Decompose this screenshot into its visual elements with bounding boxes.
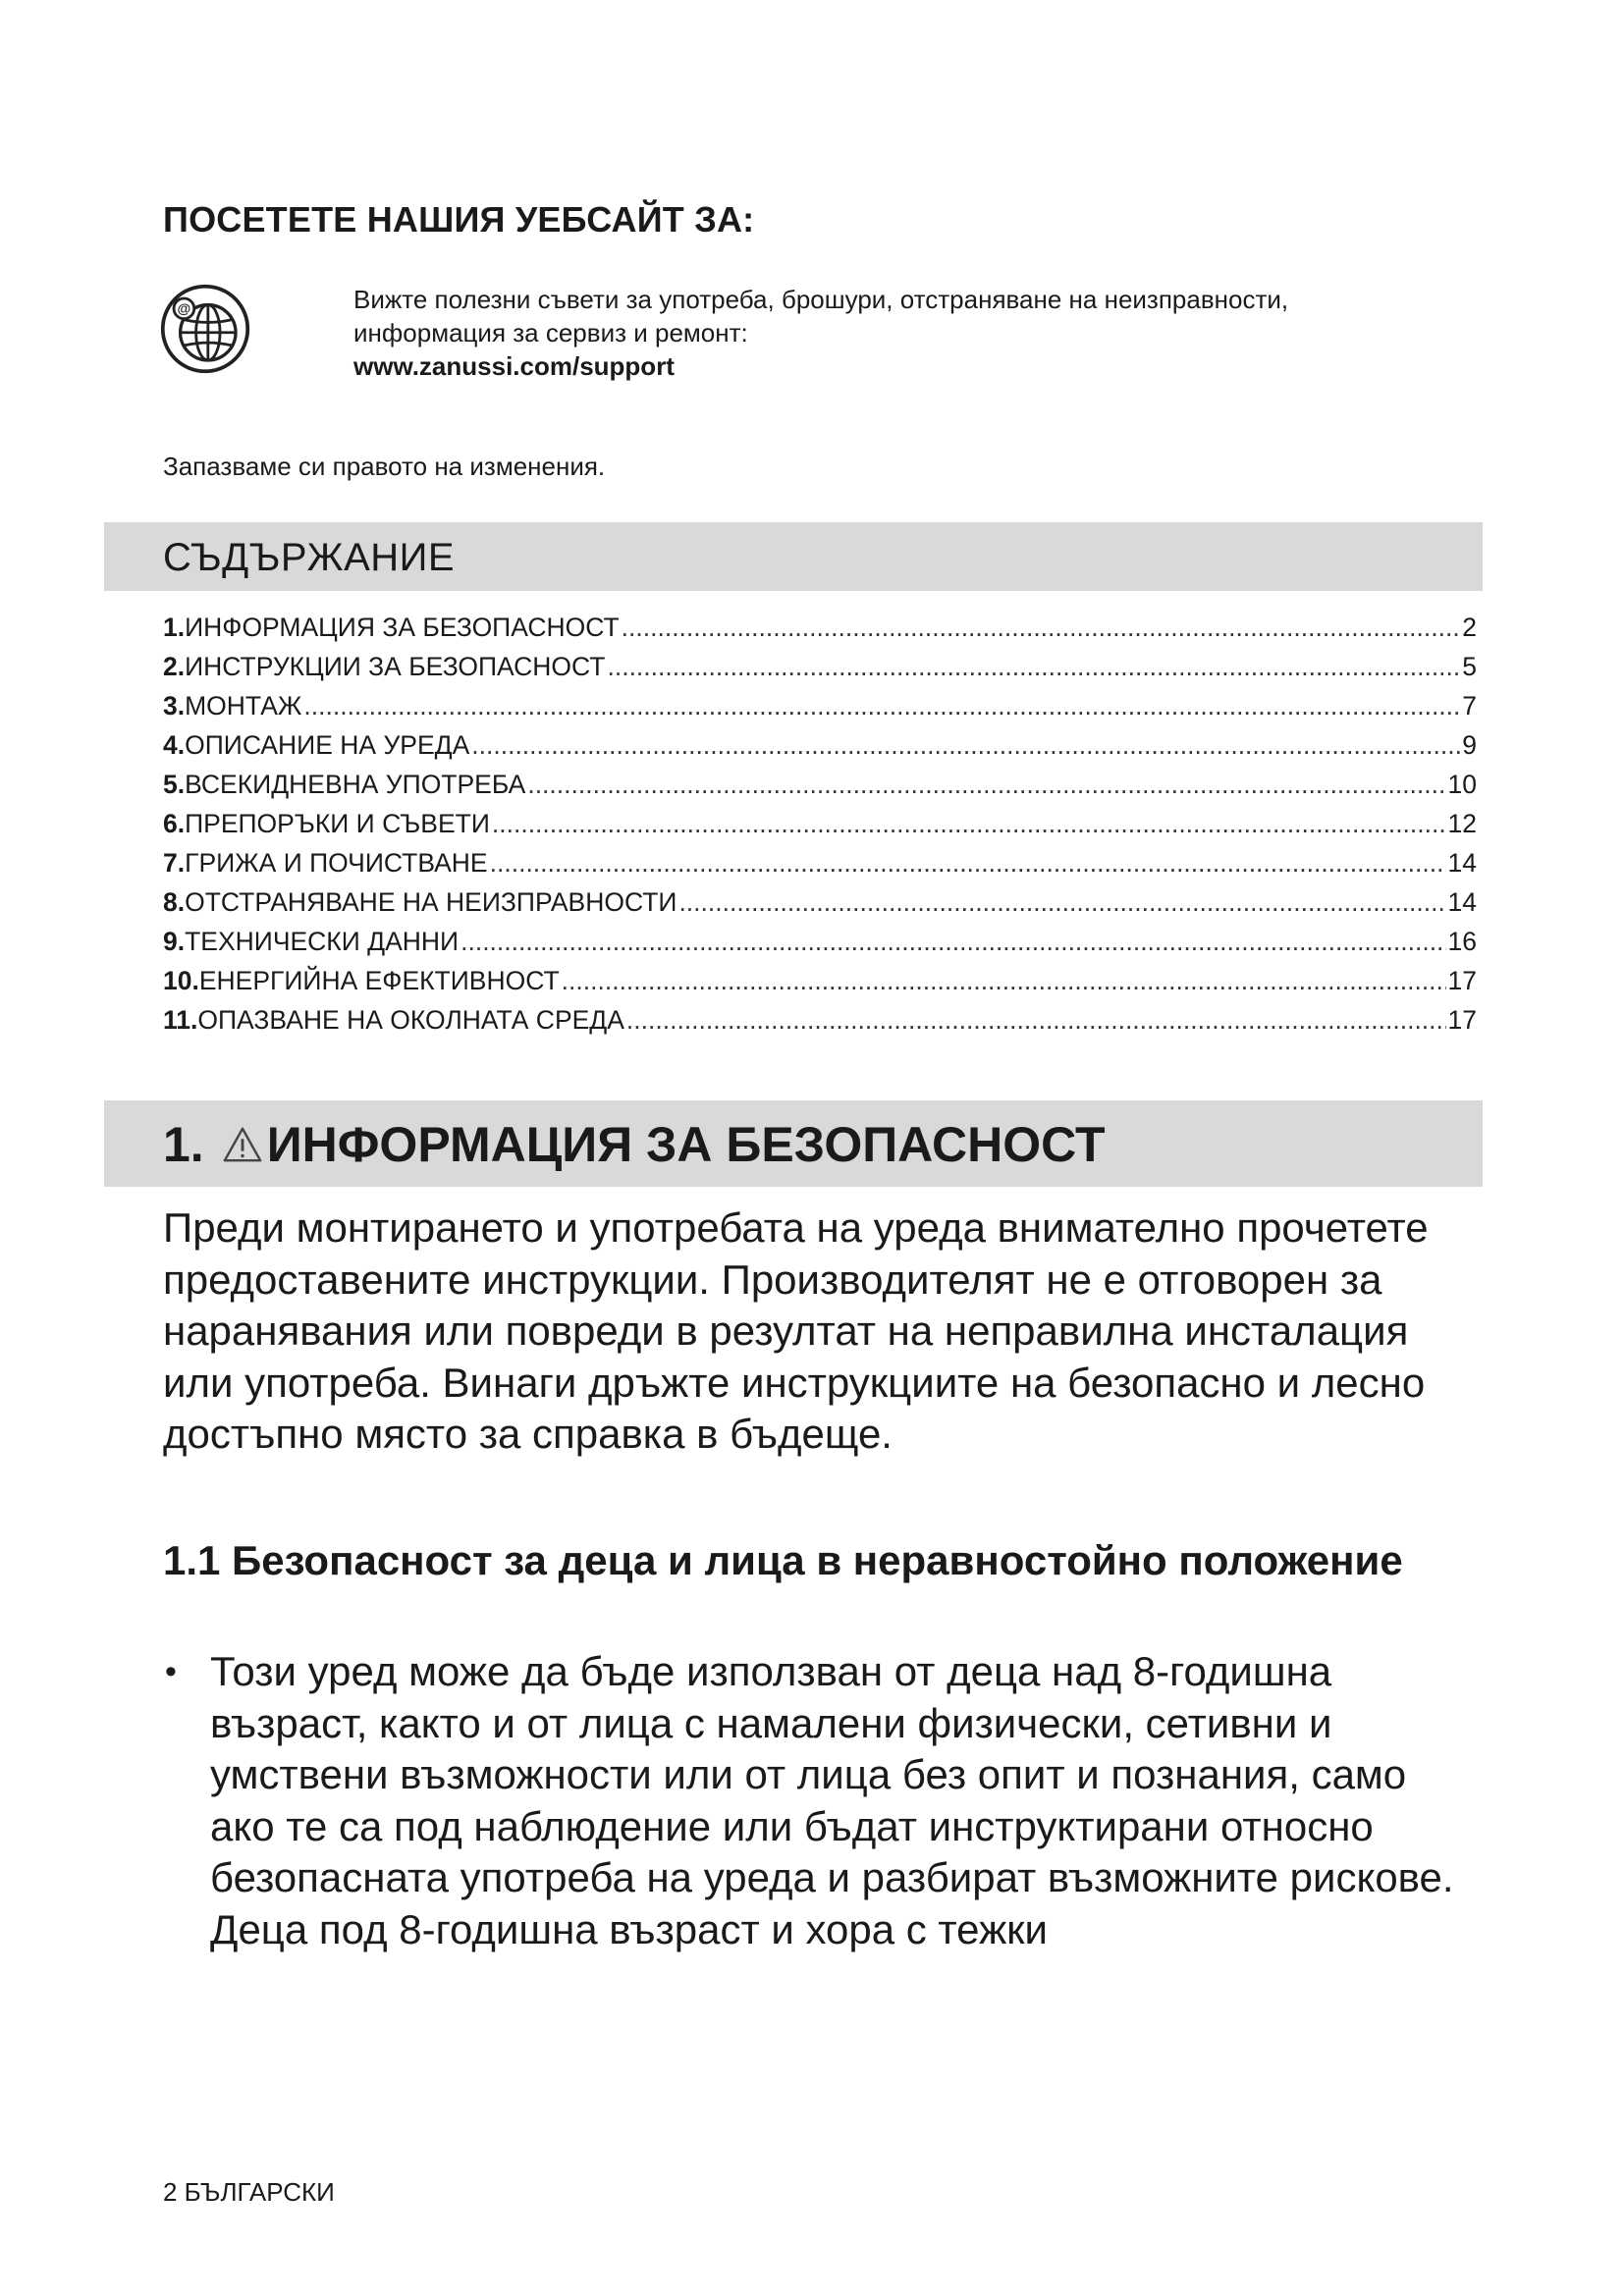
toc-item[interactable] xyxy=(163,652,1477,691)
bullet-text: Този уред може да бъде използван от деца над 8-годишна възраст, както и от лица с намалени физически, сетивни и умствени възможности или от лица без опит и познания, само ако те са под наблюдение или бъдат инструктирани относно безопасната употреба на уреда и разбират възможните рискове. Деца под 8-годишна възраст и хора с тежки xyxy=(210,1648,1454,1952)
toc-item-number: 2. xyxy=(163,652,186,681)
toc-item-number: 10. xyxy=(163,966,199,995)
toc-item-number: 6. xyxy=(163,809,186,838)
toc-item[interactable] xyxy=(163,966,1477,1005)
toc-leader xyxy=(471,730,1460,761)
bullet-marker: • xyxy=(165,1653,177,1690)
toc-item-number: 5. xyxy=(163,770,186,799)
toc-leader xyxy=(562,966,1446,996)
toc-item-number: 8. xyxy=(163,887,186,917)
toc-item-page: 12 xyxy=(1447,809,1477,838)
toc-item-page: 7 xyxy=(1462,691,1477,721)
toc-leader xyxy=(492,809,1446,839)
toc-item-number: 4. xyxy=(163,730,186,760)
toc-item-label: ЕНЕРГИЙНА ЕФЕКТИВНОСТ xyxy=(198,966,560,995)
toc-item[interactable] xyxy=(163,927,1477,966)
toc-leader xyxy=(622,613,1461,643)
toc-item-number: 9. xyxy=(163,927,186,956)
toc-leader xyxy=(303,691,1460,721)
toc-item-label: ОПАЗВАНЕ НА ОКОЛНАТА СРЕДА xyxy=(197,1005,624,1035)
toc-leader xyxy=(607,652,1460,682)
table-of-contents xyxy=(163,613,1477,1044)
toc-item[interactable] xyxy=(163,730,1477,770)
toc-item-label: МОНТАЖ xyxy=(185,691,302,721)
toc-leader xyxy=(626,1005,1446,1036)
toc-item[interactable] xyxy=(163,848,1477,887)
toc-item-label: ВСЕКИДНЕВНА УПОТРЕБА xyxy=(185,770,526,799)
toc-leader xyxy=(490,848,1446,879)
toc-header-bar xyxy=(104,522,1483,591)
support-link[interactable]: www.zanussi.com/support xyxy=(353,351,675,381)
visit-website-title: ПОСЕТЕТЕ НАШИЯ УЕБСАЙТ ЗА: xyxy=(163,199,755,240)
toc-item-page: 17 xyxy=(1447,966,1477,995)
section-title-text: ИНФОРМАЦИЯ ЗА БЕЗОПАСНОСТ xyxy=(266,1117,1106,1172)
toc-leader xyxy=(527,770,1445,800)
toc-item-number: 1. xyxy=(163,613,186,642)
toc-item-number: 7. xyxy=(163,848,186,878)
toc-item-number: 11. xyxy=(163,1005,198,1035)
svg-text:@: @ xyxy=(177,300,191,317)
toc-item[interactable] xyxy=(163,770,1477,809)
toc-item-label: ОТСТРАНЯВАНЕ НА НЕИЗПРАВНОСТИ xyxy=(185,887,677,917)
toc-item-label: ТЕХНИЧЕСКИ ДАННИ xyxy=(185,927,460,956)
section-title xyxy=(163,1116,1106,1173)
toc-item-label: ГРИЖА И ПОЧИСТВАНЕ xyxy=(185,848,488,878)
toc-title: СЪДЪРЖАНИЕ xyxy=(163,536,456,579)
toc-item-page: 2 xyxy=(1462,613,1477,642)
toc-item-label: ИНФОРМАЦИЯ ЗА БЕЗОПАСНОСТ xyxy=(185,613,620,642)
section-number: 1. xyxy=(163,1117,204,1172)
bullet-paragraph xyxy=(163,1646,1479,1955)
toc-item-label: ИНСТРУКЦИИ ЗА БЕЗОПАСНОСТ xyxy=(185,652,606,681)
intro-paragraph: Преди монтирането и употребата на уреда внимателно прочетете предоставените инструкции. Производителят не е отговорен за наранявания или повреди в резултат на неправилна инсталация или употреба. Винаги дръжте инструкциите на безопасно и лесно достъпно място за справка в бъдеще. xyxy=(163,1204,1429,1457)
toc-item-page: 14 xyxy=(1447,848,1477,878)
visit-description xyxy=(353,283,1288,383)
toc-leader xyxy=(460,927,1445,957)
visit-line-1: Вижте полезни съвети за употреба, брошури, отстраняване на неизправности, xyxy=(353,285,1289,314)
toc-item[interactable] xyxy=(163,613,1477,652)
toc-item-label: ОПИСАНИЕ НА УРЕДА xyxy=(185,730,470,760)
page-footer: 2 БЪЛГАРСКИ xyxy=(163,2177,335,2207)
warning-triangle-icon xyxy=(222,1125,263,1164)
section-header-bar xyxy=(104,1100,1483,1187)
globe-icon xyxy=(159,283,251,375)
subsection-title: 1.1 Безопасност за деца и лица в неравностойно положение xyxy=(163,1537,1403,1583)
toc-item[interactable] xyxy=(163,809,1477,848)
toc-item-page: 5 xyxy=(1462,652,1477,681)
toc-item-page: 17 xyxy=(1447,1005,1477,1035)
toc-item-page: 9 xyxy=(1462,730,1477,760)
visit-line-2: информация за сервиз и ремонт: xyxy=(353,318,748,347)
toc-leader xyxy=(678,887,1445,918)
toc-item-page: 16 xyxy=(1447,927,1477,956)
toc-item-number: 3. xyxy=(163,691,186,721)
toc-item-label: ПРЕПОРЪКИ И СЪВЕТИ xyxy=(185,809,490,838)
toc-item-page: 14 xyxy=(1447,887,1477,917)
toc-item[interactable] xyxy=(163,1005,1477,1044)
toc-item[interactable] xyxy=(163,691,1477,730)
toc-item[interactable] xyxy=(163,887,1477,927)
toc-item-page: 10 xyxy=(1447,770,1477,799)
reserve-note: Запазваме си правото на изменения. xyxy=(163,452,606,481)
